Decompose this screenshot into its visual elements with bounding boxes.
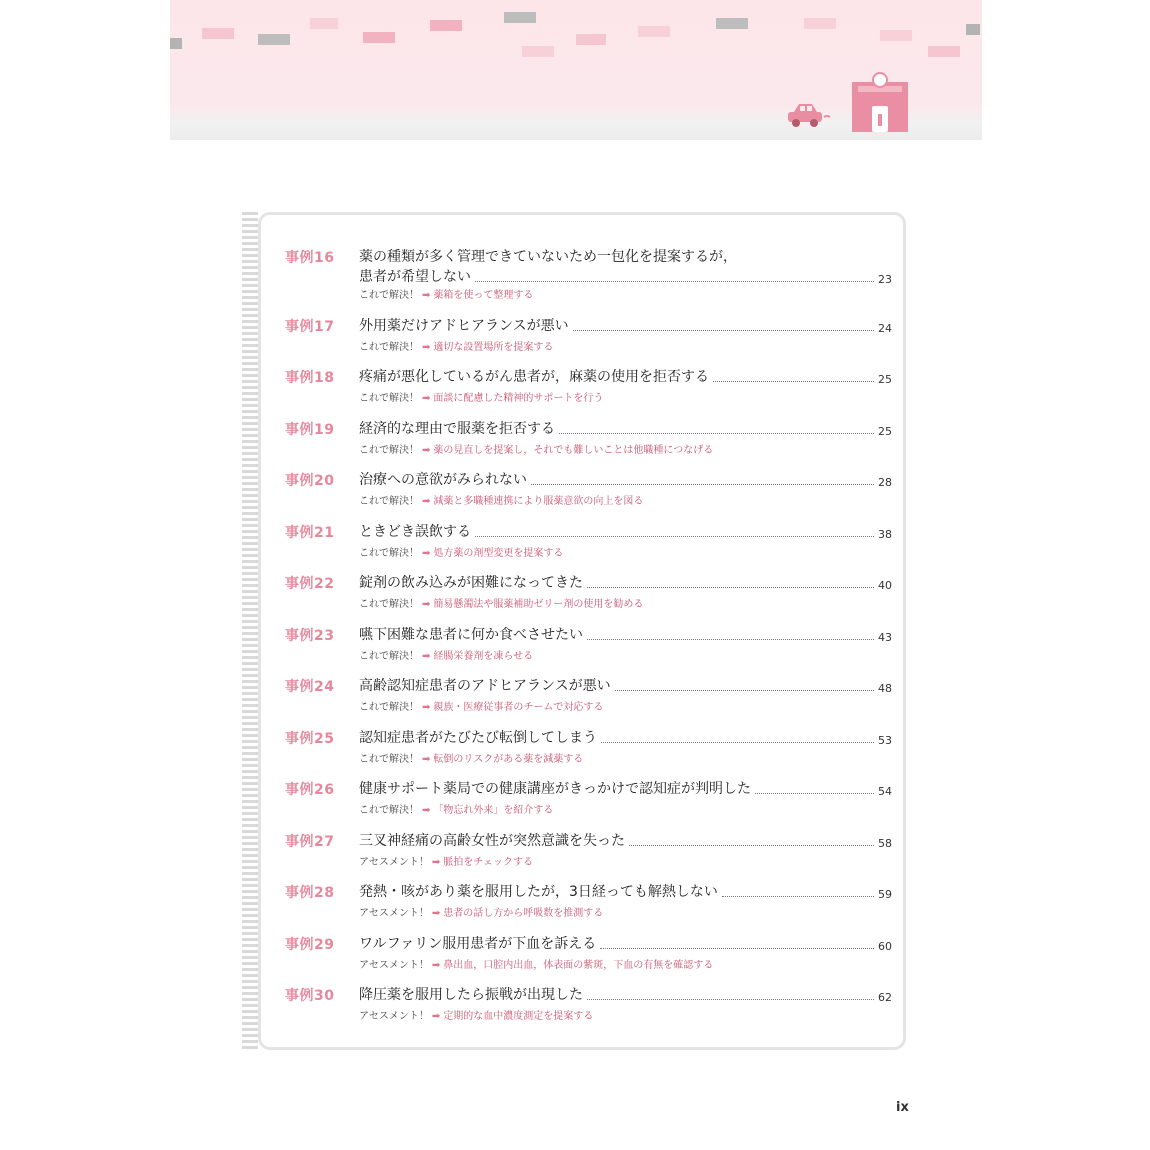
case-number: 事例27: [285, 834, 335, 850]
entry-title-row: [359, 418, 892, 438]
entry-title-row: [359, 366, 892, 386]
leader-dots: [559, 433, 874, 434]
entry-title-row: [359, 246, 892, 286]
deco-block: [504, 12, 536, 23]
entry-title: 治療への意欲がみられない: [359, 472, 527, 488]
entry-title-row: [359, 624, 892, 644]
deco-block: [522, 46, 554, 57]
deco-block: [310, 18, 338, 29]
entry-page-number: 58: [878, 837, 892, 850]
leader-dots: [587, 587, 874, 588]
entry-title: 錠剤の飲み込みが困難になってきた: [359, 575, 583, 591]
entry-title: 薬の種類が多く管理できていないため一包化を提案するが，: [359, 249, 737, 265]
arrow-right-icon: ➡: [422, 290, 431, 301]
entry-solution: [359, 750, 583, 765]
arrow-right-icon: ➡: [422, 754, 431, 765]
deco-block: [170, 38, 182, 49]
entry-title-row: [359, 830, 892, 850]
deco-block: [202, 28, 234, 39]
house-icon: [848, 70, 912, 134]
arrow-right-icon: ➡: [422, 342, 431, 353]
entry-solution: [359, 853, 533, 868]
entry-title: 発熱・咳があり薬を服用したが，3日経っても解熱しない: [359, 884, 718, 900]
entry-page-number: 62: [878, 991, 892, 1004]
case-number: 事例16: [285, 250, 335, 266]
arrow-right-icon: ➡: [431, 960, 441, 971]
arrow-right-icon: ➡: [431, 857, 441, 868]
solution-prefix: これで解決！: [359, 496, 419, 507]
entry-page-number: 25: [878, 373, 892, 386]
deco-block: [716, 18, 748, 29]
case-number: 事例20: [285, 473, 335, 489]
entry-solution: [359, 904, 603, 919]
leader-dots: [713, 381, 874, 382]
entry-solution: [359, 492, 643, 507]
solution-text: 転倒のリスクがある薬を減薬する: [433, 754, 584, 765]
leader-dots: [531, 484, 874, 485]
deco-block: [880, 30, 912, 41]
leader-dots: [600, 948, 874, 949]
arrow-right-icon: ➡: [422, 496, 431, 507]
entry-solution: [359, 286, 533, 301]
leader-dots: [755, 793, 874, 794]
binder-spine: [242, 212, 258, 1052]
solution-prefix: アセスメント！: [359, 1011, 429, 1022]
arrow-right-icon: ➡: [422, 445, 431, 456]
entry-solution: [359, 801, 553, 816]
entry-title: 認知症患者がたびたび転倒してしまう: [359, 730, 597, 746]
entry-title-row: [359, 521, 892, 541]
solution-text: 「物忘れ外来」を紹介する: [433, 805, 554, 816]
entry-page-number: 40: [878, 579, 892, 592]
deco-block: [363, 32, 395, 43]
arrow-right-icon: ➡: [422, 393, 431, 404]
entry-title-row: [359, 778, 892, 798]
case-number: 事例25: [285, 731, 335, 747]
solution-text: 処方薬の剤型変更を提案する: [433, 548, 564, 559]
entry-page-number: 38: [878, 528, 892, 541]
entry-solution: [359, 544, 563, 559]
entry-solution: [359, 956, 713, 971]
deco-block: [638, 26, 670, 37]
solution-text: 経腸栄養剤を凍らせる: [433, 651, 534, 662]
arrow-right-icon: ➡: [422, 651, 431, 662]
deco-block: [258, 34, 290, 45]
entry-title: 健康サポート薬局での健康講座がきっかけで認知症が判明した: [359, 781, 751, 797]
case-number: 事例19: [285, 422, 335, 438]
entry-solution: [359, 338, 553, 353]
entry-solution: [359, 595, 643, 610]
solution-prefix: これで解決！: [359, 290, 419, 301]
entry-page-number: 43: [878, 631, 892, 644]
entry-title: ときどき誤飲する: [359, 524, 471, 540]
arrow-right-icon: ➡: [422, 702, 431, 713]
solution-text: 薬の見直しを提案し，それでも難しいことは他職種につなげる: [433, 445, 714, 456]
leader-dots: [475, 536, 874, 537]
leader-dots: [722, 896, 874, 897]
leader-dots: [573, 330, 874, 331]
deco-block: [966, 24, 980, 35]
solution-prefix: これで解決！: [359, 445, 419, 456]
solution-text: 脈拍をチェックする: [443, 857, 533, 868]
entry-solution: [359, 389, 603, 404]
case-number: 事例23: [285, 628, 335, 644]
solution-prefix: これで解決！: [359, 393, 419, 404]
leader-dots: [629, 845, 874, 846]
case-number: 事例18: [285, 370, 335, 386]
solution-prefix: これで解決！: [359, 754, 419, 765]
arrow-right-icon: ➡: [422, 805, 431, 816]
case-number: 事例21: [285, 525, 335, 541]
deco-block: [804, 18, 836, 29]
entry-page-number: 28: [878, 476, 892, 489]
solution-text: 親族・医療従事者のチームで対応する: [433, 702, 604, 713]
entry-title-row: [359, 881, 892, 901]
leader-dots: [475, 281, 874, 282]
arrow-right-icon: ➡: [422, 599, 431, 610]
solution-text: 薬箱を使って整理する: [433, 290, 534, 301]
solution-text: 患者の話し方から呼吸数を推測する: [443, 908, 604, 919]
arrow-right-icon: ➡: [431, 1011, 441, 1022]
case-number: 事例24: [285, 679, 335, 695]
entry-title-row: [359, 727, 892, 747]
leader-dots: [615, 690, 874, 691]
entry-page-number: 60: [878, 940, 892, 953]
entry-title-row: [359, 469, 892, 489]
entry-title: 外用薬だけアドヒアランスが悪い: [359, 318, 569, 334]
deco-block: [576, 34, 606, 45]
car-icon: [785, 100, 831, 130]
solution-text: 適切な設置場所を提案する: [433, 342, 554, 353]
case-number: 事例28: [285, 885, 335, 901]
leader-dots: [601, 742, 874, 743]
entry-page-number: 54: [878, 785, 892, 798]
entry-title-row: [359, 675, 892, 695]
solution-prefix: これで解決！: [359, 342, 419, 353]
solution-prefix: これで解決！: [359, 702, 419, 713]
solution-text: 減薬と多職種連携により服薬意欲の向上を図る: [433, 496, 644, 507]
entry-title: 三叉神経痛の高齢女性が突然意識を失った: [359, 833, 625, 849]
solution-text: 鼻出血，口腔内出血，体表面の紫斑，下血の有無を確認する: [443, 960, 714, 971]
entry-solution: [359, 441, 713, 456]
solution-text: 定期的な血中濃度測定を提案する: [443, 1011, 594, 1022]
entry-title-row: [359, 572, 892, 592]
arrow-right-icon: ➡: [422, 548, 431, 559]
entry-title: 経済的な理由で服薬を拒否する: [359, 421, 555, 437]
case-number: 事例30: [285, 988, 335, 1004]
case-number: 事例26: [285, 782, 335, 798]
solution-text: 簡易懸濁法や服薬補助ゼリー剤の使用を勧める: [433, 599, 644, 610]
page-number: ix: [896, 1100, 909, 1115]
deco-block: [928, 46, 960, 57]
leader-dots: [587, 639, 874, 640]
entry-page-number: 53: [878, 734, 892, 747]
entry-page-number: 25: [878, 425, 892, 438]
deco-block: [430, 20, 462, 31]
entry-page-number: 48: [878, 682, 892, 695]
solution-prefix: アセスメント！: [359, 908, 429, 919]
entry-title: 高齢認知症患者のアドヒアランスが悪い: [359, 678, 611, 694]
entry-page-number: 23: [878, 273, 892, 286]
entry-title: 嚥下困難な患者に何か食べさせたい: [359, 627, 583, 643]
solution-text: 面談に配慮した精神的サポートを行う: [433, 393, 604, 404]
entry-title: 疼痛が悪化しているがん患者が，麻薬の使用を拒否する: [359, 369, 709, 385]
entry-page-number: 24: [878, 322, 892, 335]
solution-prefix: これで解決！: [359, 805, 419, 816]
entry-solution: [359, 698, 603, 713]
solution-prefix: これで解決！: [359, 651, 419, 662]
entry-title-row: [359, 984, 892, 1004]
arrow-right-icon: ➡: [431, 908, 441, 919]
solution-prefix: これで解決！: [359, 599, 419, 610]
entry-page-number: 59: [878, 888, 892, 901]
solution-prefix: これで解決！: [359, 548, 419, 559]
entry-solution: [359, 647, 533, 662]
entry-title: ワルファリン服用患者が下血を訴える: [359, 936, 597, 952]
case-number: 事例29: [285, 937, 335, 953]
entry-solution: [359, 1007, 593, 1022]
case-number: 事例17: [285, 319, 335, 335]
entry-title-line2: 患者が希望しない: [359, 269, 471, 285]
entry-title-row: [359, 933, 892, 953]
solution-prefix: アセスメント！: [359, 857, 429, 868]
entry-title: 降圧薬を服用したら振戦が出現した: [359, 987, 583, 1003]
entry-title-row: [359, 315, 892, 335]
case-number: 事例22: [285, 576, 335, 592]
solution-prefix: アセスメント！: [359, 960, 429, 971]
leader-dots: [587, 999, 874, 1000]
